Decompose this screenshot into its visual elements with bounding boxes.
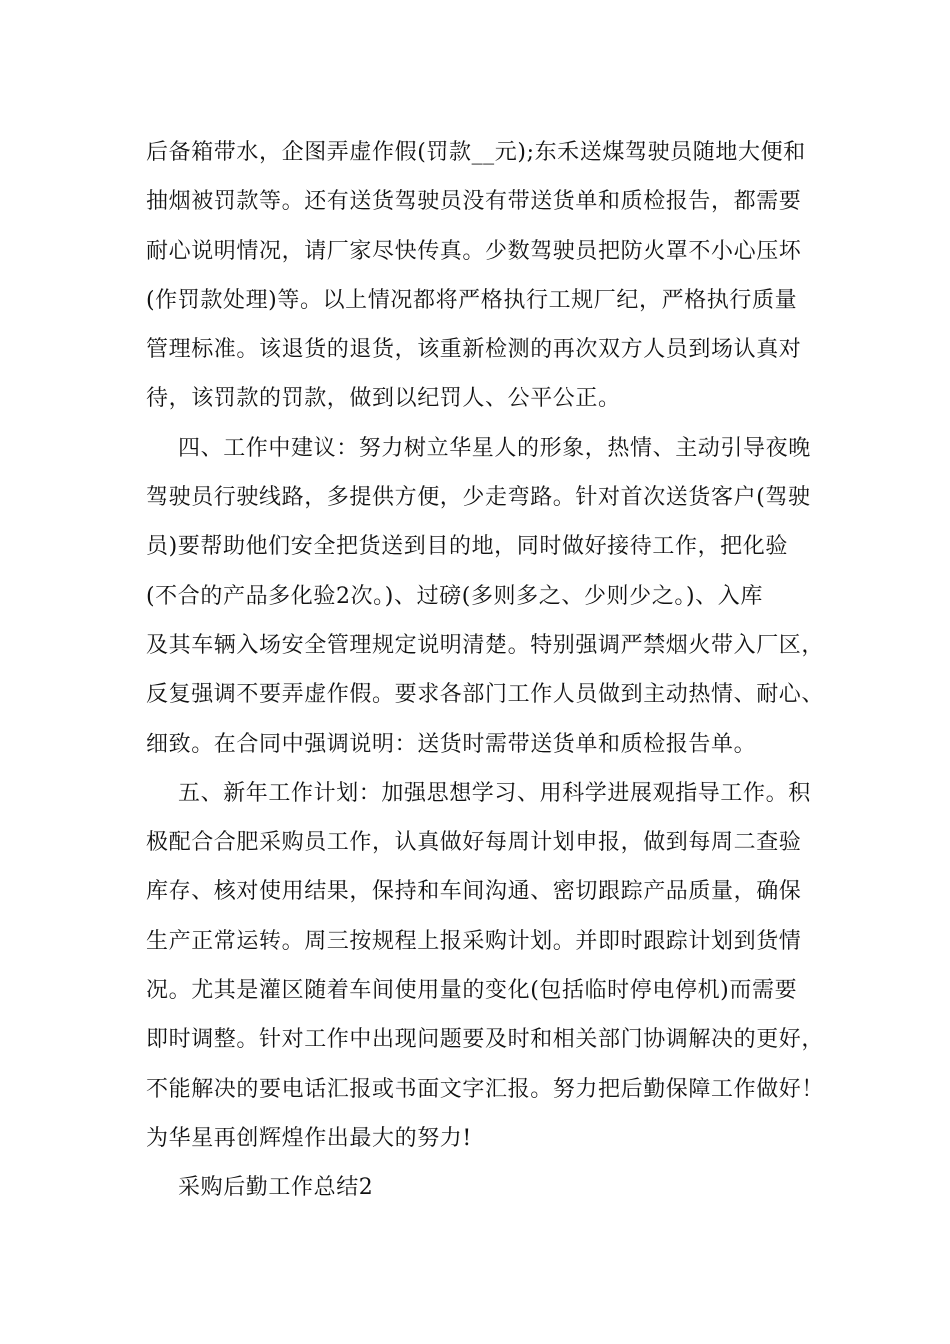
text-line: 待，该罚款的罚款，做到以纪罚人、公平公正。 [146, 386, 621, 412]
text-line: 即时调整。针对工作中出现问题要及时和相关部门协调解决的更好， [146, 1027, 825, 1053]
text-line: 况。尤其是灌区随着车间使用量的变化(包括临时停电停机)而需要 [146, 978, 798, 1004]
text-line: 抽烟被罚款等。还有送货驾驶员没有带送货单和质检报告，都需要 [146, 189, 802, 215]
text-line: 不能解决的要电话汇报或书面文字汇报。努力把后勤保障工作做好！ [146, 1076, 825, 1102]
text-line: 管理标准。该退货的退货，该重新检测的再次双方人员到场认真对 [146, 337, 802, 363]
text-line: 驾驶员行驶线路，多提供方便，少走弯路。针对首次送货客户(驾驶 [146, 485, 811, 511]
text-line: 反复强调不要弄虚作假。要求各部门工作人员做到主动热情、耐心、 [146, 682, 825, 708]
text-line: 员)要帮助他们安全把货送到目的地，同时做好接待工作，把化验 [146, 534, 788, 560]
text-line: 细致。在合同中强调说明：送货时需带送货单和质检报告单。 [146, 731, 757, 757]
text-line: 生产正常运转。周三按规程上报采购计划。并即时跟踪计划到货情 [146, 928, 802, 954]
paragraph-start-line: 四、工作中建议：努力树立华星人的形象，热情、主动引导夜晚 [178, 435, 811, 461]
text-line: 为华星再创辉煌作出最大的努力! [146, 1125, 472, 1151]
document-body [146, 128, 836, 1213]
text-line: 耐心说明情况，请厂家尽快传真。少数驾驶员把防火罩不小心压坏 [146, 238, 802, 264]
text-line: (不合的产品多化验2次。)、过磅(多则多之、少则少之。)、入库 [146, 583, 763, 609]
paragraph-start-line: 五、新年工作计划：加强思想学习、用科学进展观指导工作。积 [178, 780, 811, 806]
section-heading: 采购后勤工作总结2 [178, 1175, 374, 1201]
text-line: 后备箱带水，企图弄虚作假(罚款__元);东禾送煤驾驶员随地大便和 [146, 140, 806, 165]
text-line: (作罚款处理)等。以上情况都将严格执行工规厂纪，严格执行质量 [146, 287, 798, 313]
text-line: 及其车辆入场安全管理规定说明清楚。特别强调严禁烟火带入厂区， [146, 632, 825, 658]
text-line: 库存、核对使用结果，保持和车间沟通、密切跟踪产品质量，确保 [146, 879, 802, 905]
text-line: 极配合合肥采购员工作，认真做好每周计划申报，做到每周二查验 [146, 830, 802, 856]
